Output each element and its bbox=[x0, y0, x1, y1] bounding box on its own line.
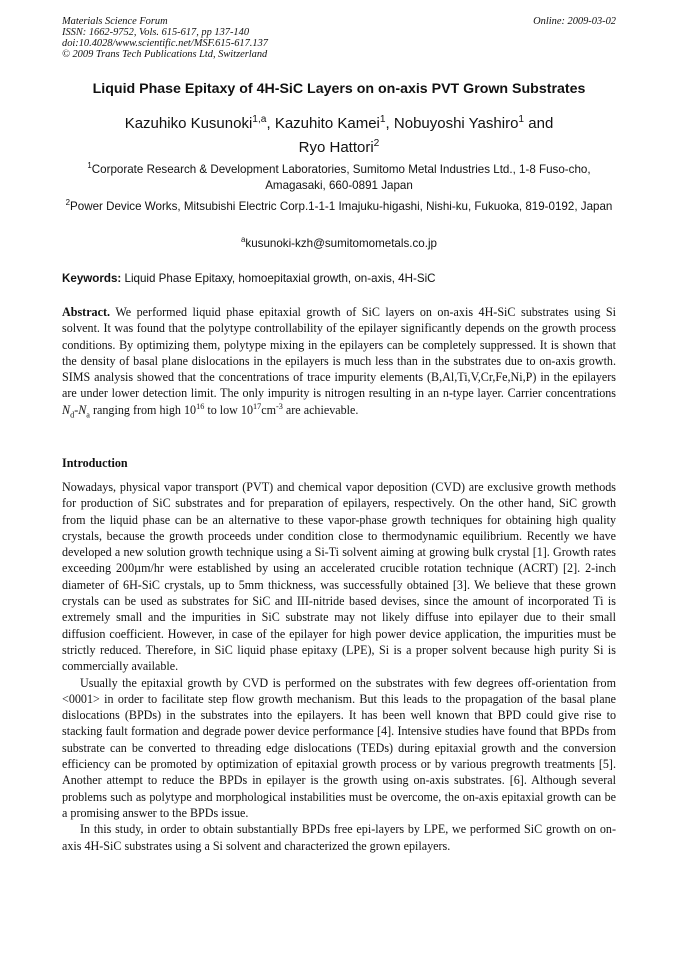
exponent: 16 bbox=[196, 401, 205, 411]
keywords bbox=[62, 271, 616, 286]
doi-line: doi:10.4028/www.scientific.net/MSF.615-617.137 bbox=[62, 38, 268, 49]
paragraph: Nowadays, physical vapor transport (PVT) and chemical vapor deposition (CVD) are exclusive growth methods for production of SiC substrates and for preparation of epilayers, respectively. On the other hand, SiC growth from the liquid phase can be an alternative to these vapor-phase growth techniques for obtaining high quality crystals, because the growth proceeds under condition close to thermodynamic equilibrium. Recently we have developed a new solution growth technique using a Si-Ti solvent aiming at growing bulk crystal [1]. Growth rates exceeding 200µm/hr were established by using an accelerated crucible rotation technique (ACRT) [2]. 2-inch diameter of 6H-SiC crystals, up to 5mm thickness, was successfully obtained [3]. We believe that these grown crystals can be used as substrates for SiC and III-nitride based devises, since the amount of incorporated Ti is extremely small and the impurities in SiC substrate may not likely diffuse into epilayer due to their small diffusion coefficient. However, in case of the epilayer for high power device application, the impurities must be strictly reduced. Therefore, in SiC liquid phase epitaxy (LPE), Si is a proper solvent because high purity Si is commercially available. bbox=[62, 480, 616, 674]
affiliation-mark: 1 bbox=[87, 161, 92, 171]
email-address: kusunoki-kzh@sumitomometals.co.jp bbox=[245, 237, 437, 250]
symbol-subscript: d bbox=[70, 410, 75, 420]
affiliation-2 bbox=[62, 199, 616, 215]
online-date: Online: 2009-03-02 bbox=[533, 16, 616, 27]
section-heading: Introduction bbox=[62, 456, 128, 470]
copyright-line: © 2009 Trans Tech Publications Ltd, Switzerland bbox=[62, 49, 268, 60]
author-affiliation-mark: 1 bbox=[518, 114, 525, 125]
unit: cm bbox=[261, 402, 277, 417]
symbol-n: N bbox=[62, 402, 71, 417]
author-and: and bbox=[524, 115, 554, 132]
symbol-subscript: a bbox=[86, 410, 90, 420]
author-name: Nobuyoshi Yashiro bbox=[393, 115, 519, 132]
symbol-dash: - bbox=[74, 402, 79, 417]
journal-header bbox=[62, 16, 616, 60]
journal-name: Materials Science Forum bbox=[62, 16, 168, 27]
author-name: Ryo Hattori bbox=[298, 139, 374, 156]
author-affiliation-mark: 2 bbox=[373, 138, 380, 149]
issn-line: ISSN: 1662-9752, Vols. 615-617, pp 137-140 bbox=[62, 27, 250, 38]
keywords-label: Keywords: bbox=[62, 272, 122, 285]
abstract-text: We performed liquid phase epitaxial growth of SiC layers on on-axis 4H-SiC substrates using Si solvent. It was found that the polytype controllability of the epilayer significantly depends on the growth process conditions. By optimizing them, polytype mixing in the epilayers can be completely suppressed. It is shown that the density of basal plane dislocations in the epilayers is much less than in the substrates due to on-axis growth. SIMS analysis showed that the concentrations of trace impurity elements (B,Al,Ti,V,Cr,Fe,Ni,P) in the epilayers are under lower detection limit. The only impurity is nitrogen resulting in an n-type layer. Carrier concentrations bbox=[62, 305, 616, 401]
author-list bbox=[70, 112, 608, 160]
abstract bbox=[62, 304, 616, 418]
introduction-body bbox=[62, 479, 616, 854]
author-separator: , bbox=[266, 115, 275, 132]
author-separator: , bbox=[385, 115, 394, 132]
author-affiliation-mark: 1 bbox=[379, 114, 386, 125]
paragraph: Usually the epitaxial growth by CVD is performed on the substrates with few degrees off-orientation from <0001> in order to facilitate step flow growth mechanism. But this leads to the propagation of the basal plane dislocations (BPDs) in the substrates into the epilayers. It has been well known that BPD could give rise to stacking fault formation and degrade power device performance [4]. Intensive studies have found that BPDs from substrate can be converted to threading edge dislocations (TEDs) during epitaxial growth and the conversion efficiency can be promoted by optimization of epitaxial growth process or by various pregrowth treatments [5]. Another attempt to reduce the BPDs in epilayer is the growth using on-axis substrates. [6]. Although several problems such as polytype and morphological instabilities must be overcome, the on-axis epitaxial growth can be a promising answer to the BPDs issue. bbox=[62, 675, 616, 820]
affiliation-mark: 2 bbox=[65, 198, 71, 208]
exponent: -3 bbox=[276, 401, 283, 411]
affiliation-text: Power Device Works, Mitsubishi Electric Corp.1-1-1 Imajuku-higashi, Nishi-ku, Fukuoka, 819-0192, Japan bbox=[70, 200, 613, 213]
affiliation-text: Corporate Research & Development Laboratories, Sumitomo Metal Industries Ltd., 1-8 Fuso-cho, Amagasaki, 660-0891 Japan bbox=[91, 163, 591, 192]
symbol-n: N bbox=[78, 402, 87, 417]
exponent: 17 bbox=[253, 401, 262, 411]
email-mark: a bbox=[241, 235, 246, 245]
affiliation-1 bbox=[62, 162, 616, 194]
author-name: Kazuhiko Kusunoki bbox=[124, 115, 253, 132]
abstract-text: are achievable. bbox=[282, 402, 359, 417]
author-affiliation-mark: 1,a bbox=[252, 114, 267, 125]
paper-title: Liquid Phase Epitaxy of 4H-SiC Layers on on-axis PVT Grown Substrates bbox=[92, 81, 586, 97]
abstract-text: to low 10 bbox=[204, 402, 254, 417]
keywords-text: Liquid Phase Epitaxy, homoepitaxial growth, on-axis, 4H-SiC bbox=[121, 272, 436, 285]
abstract-label: Abstract. bbox=[62, 305, 111, 319]
paragraph: In this study, in order to obtain substantially BPDs free epi-layers by LPE, we performed SiC growth on on-axis 4H-SiC substrates using a Si solvent and characterized the grown epilayers. bbox=[62, 822, 616, 853]
author-email bbox=[62, 236, 616, 252]
abstract-text: ranging from high 10 bbox=[89, 402, 197, 417]
author-name: Kazuhito Kamei bbox=[274, 115, 380, 132]
